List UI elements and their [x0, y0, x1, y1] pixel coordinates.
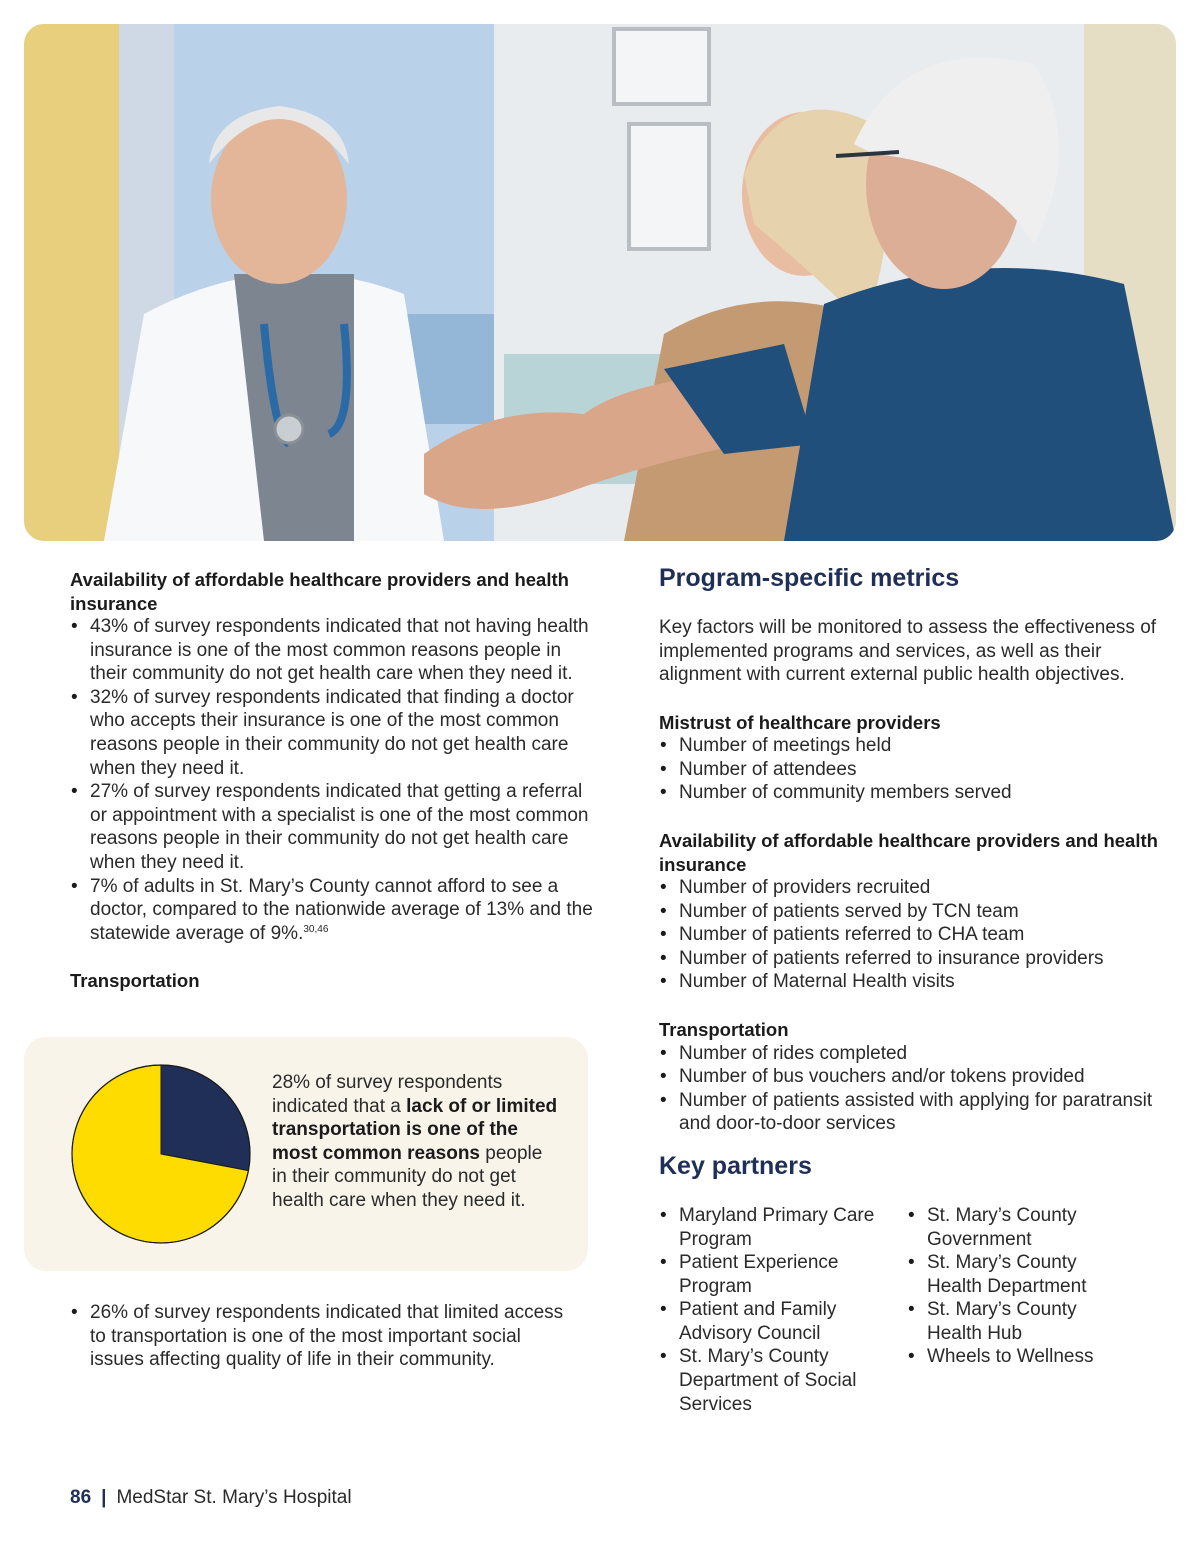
right-column	[659, 562, 1159, 1416]
list-item: • Number of bus vouchers and/or tokens provided	[659, 1065, 1159, 1089]
access-metrics-list	[659, 876, 1159, 994]
access-stats-list	[70, 615, 600, 945]
transport-metrics-heading: Transportation	[659, 1019, 789, 1041]
list-item: • Number of Maternal Health visits	[659, 970, 1159, 994]
list-item: • St. Mary’s County Government	[907, 1204, 1129, 1251]
list-item: • Number of providers recruited	[659, 876, 1159, 900]
list-item: • Number of patients referred to insurance providers	[659, 947, 1159, 971]
partners-title: Key partners	[659, 1151, 812, 1180]
list-item: • 32% of survey respondents indicated that finding a doctor who accepts their insurance is one of the most common reasons people in their community do not get health care when they need it.	[70, 686, 600, 780]
list-item: • Number of meetings held	[659, 734, 1159, 758]
list-item: • Number of community members served	[659, 781, 1159, 805]
transport-metrics-list	[659, 1042, 1159, 1136]
access-heading: Availability of affordable healthcare providers and health insurance	[70, 569, 569, 614]
list-item: • Number of patients referred to CHA team	[659, 923, 1159, 947]
hero-photo	[24, 24, 1176, 541]
partners-columns	[659, 1204, 1159, 1416]
footnote-reference: 30,46	[303, 923, 329, 935]
list-item: • 43% of survey respondents indicated that not having health insurance is one of the most common reasons people in their community do not get health care when they need it.	[70, 615, 600, 686]
list-item: • Number of patients assisted with applying for paratransit and door-to-door services	[659, 1089, 1159, 1136]
list-item-text: 7% of adults in St. Mary’s County cannot afford to see a doctor, compared to the nationwide average of 13% and the statewide average of 9%.	[90, 875, 593, 944]
transport-heading: Transportation	[70, 970, 200, 992]
list-item: • Maryland Primary Care Program	[659, 1204, 881, 1251]
partners-list-2	[907, 1204, 1129, 1416]
metrics-title: Program-specific metrics	[659, 564, 960, 592]
access-metrics-heading: Availability of affordable healthcare providers and health insurance	[659, 830, 1158, 875]
list-item	[70, 875, 600, 946]
footer-separator: |	[101, 1487, 107, 1508]
transport-stats	[70, 1301, 570, 1372]
callout-text-bold: lack of or limited transportation is one of the most common reasons	[272, 1095, 558, 1164]
transport-callout	[24, 1037, 588, 1271]
page-number: 86	[70, 1487, 92, 1508]
mistrust-heading: Mistrust of healthcare providers	[659, 711, 941, 733]
callout-text	[272, 1071, 562, 1213]
list-item: • 26% of survey respondents indicated that limited access to transportation is one of the most important social issues affecting quality of life in their community.	[70, 1301, 570, 1372]
callout-text-pre: 28% of survey respondents indicated that a	[272, 1072, 503, 1117]
list-item: • Number of patients served by TCN team	[659, 900, 1159, 924]
hospital-name: MedStar St. Mary’s Hospital	[116, 1487, 352, 1508]
list-item: • Wheels to Wellness	[907, 1345, 1129, 1369]
callout-text-post: people in their community do not get health care when they need it.	[272, 1142, 543, 1211]
pie-slice-transportation	[161, 1065, 250, 1171]
pie-chart	[70, 1063, 252, 1245]
page-footer	[70, 1486, 352, 1510]
partners-list-1	[659, 1204, 881, 1416]
list-item: • Number of rides completed	[659, 1042, 1159, 1066]
list-item: • 27% of survey respondents indicated that getting a referral or appointment with a specialist is one of the most common reasons people in their community do not get health care when they need it.	[70, 780, 600, 874]
list-item: • St. Mary’s County Health Department	[907, 1251, 1129, 1298]
transport-stats-list	[70, 1301, 570, 1372]
list-item: • Patient and Family Advisory Council	[659, 1298, 881, 1345]
mistrust-metrics-list	[659, 734, 1159, 805]
metrics-intro: Key factors will be monitored to assess the effectiveness of implemented programs and services, as well as their alignment with current external public health objectives.	[659, 617, 1157, 686]
list-item: • St. Mary’s County Department of Social Services	[659, 1345, 881, 1416]
list-item: • Number of attendees	[659, 758, 1159, 782]
list-item: • St. Mary’s County Health Hub	[907, 1298, 1129, 1345]
left-column	[70, 568, 600, 993]
list-item: • Patient Experience Program	[659, 1251, 881, 1298]
